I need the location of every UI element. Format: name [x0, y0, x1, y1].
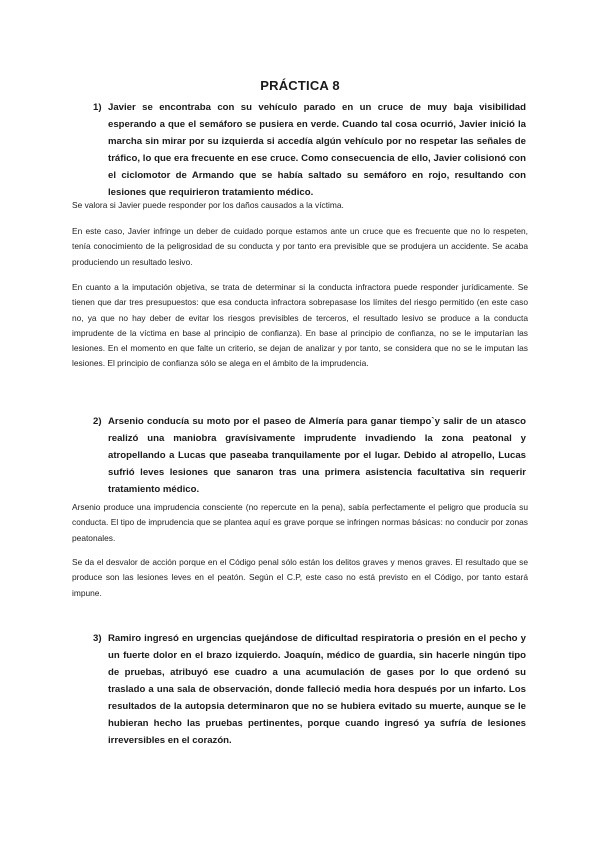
answer-paragraph: Arsenio produce una imprudencia consciente (no repercute en la pena), sabía perfectamente el peligro que producía su conducta. El tipo de imprudencia que se plantea aquí es grave porque se infringen normas básicas: no conducir por zonas peatonales. [72, 502, 528, 543]
page-title: PRÁCTICA 8 [260, 78, 340, 93]
question-2 [93, 413, 526, 498]
question-number: 1) [93, 102, 102, 113]
question-number: 3) [93, 633, 102, 644]
question-3 [93, 630, 526, 749]
answer-paragraph: Se valora si Javier puede responder por los daños causados a la víctima. [72, 200, 344, 210]
answer-paragraph: En este caso, Javier infringe un deber de cuidado porque estamos ante un cruce que es frecuente que no lo respeten, tenía conocimiento de la peligrosidad de su conducta y por tanto era previsible que se produjera un accidente. Se acaba produciendo un resultado lesivo. [72, 226, 528, 267]
question-text: Arsenio conducía su moto por el paseo de Almería para ganar tiempo`y salir de un atasco realizó una maniobra gravísivamente imprudente invadiendo la zona peatonal y atropellando a Lucas que paseaba tranquilamente por el lugar. Debido al atropello, Lucas sufrió leves lesiones que sanaron tras una primera asistencia facultativa sin requerir tratamiento médico. [108, 416, 526, 495]
question-1 [93, 99, 526, 201]
answer-paragraph: Se da el desvalor de acción porque en el Código penal sólo están los delitos graves y menos graves. El resultado que se produce son las lesiones leves en el peatón. Según el C.P, este caso no está previsto en el Código, por tanto estará impune. [72, 557, 528, 598]
answer-paragraph: En cuanto a la imputación objetiva, se trata de determinar si la conducta infractora puede responder jurídicamente. Se tienen que dar tres presupuestos: que esa conducta infractora sobrepasase los límites del riesgo permitido (en este caso no, ya que no hay deber de evitar los riesgos previsibles de terceros, el resultado lesivo se produce a la conducta imprudente de la víctima en base al principio de confianza). En base al principio de confianza, no se le imputarían las lesiones. En el momento en que falte un criterio, se dejan de analizar y por tanto, se considera que no se le imputan las lesiones. El principio de confianza sólo se alega en el ámbito de la imprudencia. [72, 282, 528, 369]
question-text: Ramiro ingresó en urgencias quejándose de dificultad respiratoria o presión en el pecho y un fuerte dolor en el brazo izquierdo. Joaquín, médico de guardia, sin hacerle ningún tipo de pruebas, atribuyó ese cuadro a una acumulación de gases por lo que ordenó su traslado a una sala de observación, donde falleció media hora después por un infarto. Los resultados de la autopsia determinaron que no se hubiera evitado su muerte, aunque se le hubieran hecho las pruebas pertinentes, porque cuando ingresó ya sufría de lesiones irreversibles en el corazón. [108, 633, 526, 746]
question-number: 2) [93, 416, 102, 427]
question-text: Javier se encontraba con su vehículo parado en un cruce de muy baja visibilidad esperando a que el semáforo se pusiera en verde. Cuando tal cosa ocurrió, Javier inició la marcha sin mirar por su izquierda si accedía algún vehículo por no respetar las señales de tráfico, lo que era frecuente en ese cruce. Como consecuencia de ello, Javier colisionó con el ciclomotor de Armando que se había saltado su semáforo en rojo, resultando con lesiones que requirieron tratamiento médico. [108, 102, 526, 198]
